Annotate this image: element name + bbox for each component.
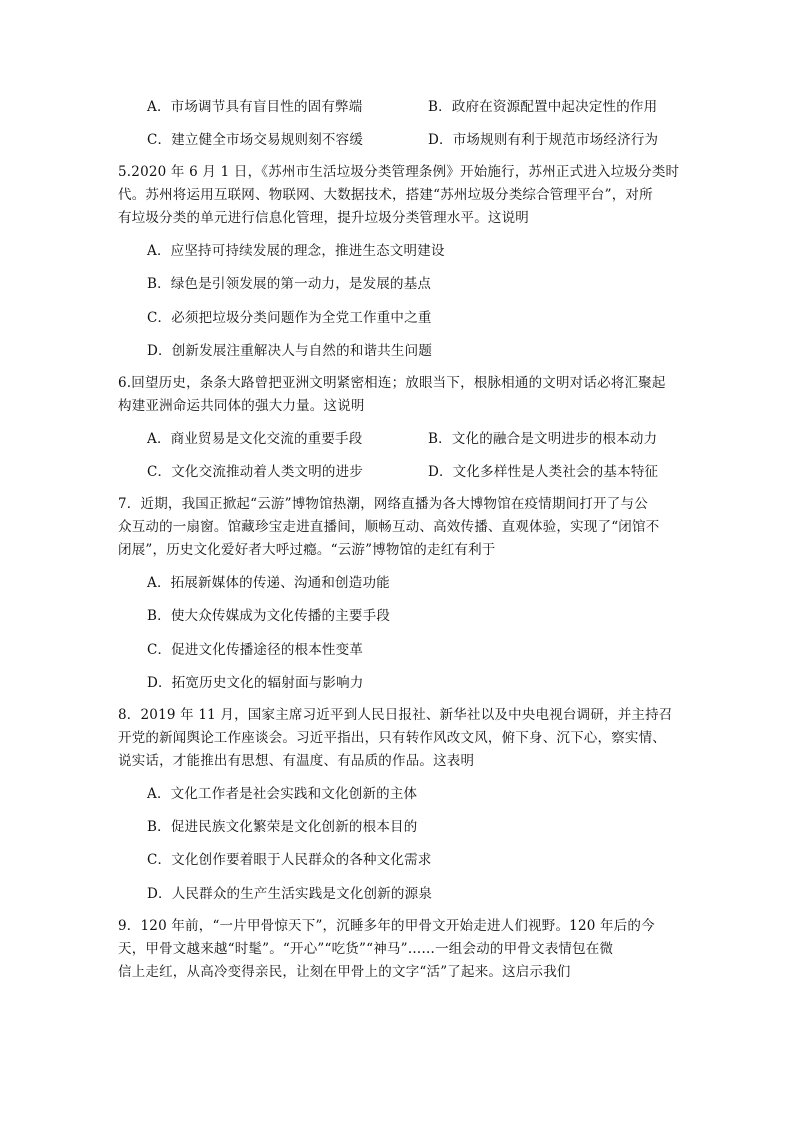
q8-option-a: A．文化工作者是社会实践和文化创新的主体 (147, 786, 418, 802)
q7-stem-line-1: 7．近期，我国正掀起“云游”博物馆热潮，网络直播为各大博物馆在疫情期间打开了与公 (118, 496, 648, 512)
q5-stem-line-1: 5.2020 年 6 月 1 日，《苏州市生活垃圾分类管理条例》开始施行，苏州正式进入垃圾分类时 (118, 164, 680, 180)
q7-stem-line-3: 闭展”，历史文化爱好者大呼过瘾。“云游”博物馆的走红有利于 (118, 542, 496, 558)
q5-option-d: D．创新发展注重解决人与自然的和谐共生问题 (147, 343, 433, 359)
q4-option-b: B．政府在资源配置中起决定性的作用 (428, 99, 658, 115)
q8-option-c: C．文化创作要着眼于人民群众的各种文化需求 (147, 852, 432, 868)
q4-option-c: C．建立健全市场交易规则刻不容缓 (147, 132, 364, 148)
q6-stem-line-2: 构建亚洲命运共同体的强大力量。这说明 (118, 398, 365, 414)
q7-option-c: C．促进文化传播途径的根本性变革 (147, 642, 364, 658)
q6-option-d: D．文化多样性是人类社会的基本特征 (428, 464, 659, 480)
q6-option-a: A．商业贸易是文化交流的重要手段 (147, 431, 363, 447)
q5-option-a: A．应坚持可持续发展的理念，推进生态文明建设 (147, 243, 445, 259)
q7-option-b: B．使大众传媒成为文化传播的主要手段 (147, 608, 391, 624)
q8-option-d: D．人民群众的生产生活实践是文化创新的源泉 (147, 886, 433, 902)
q8-stem-line-1: 8．2019 年 11 月，国家主席习近平到人民日报社、新华社以及中央电视台调研，并主持召 (118, 707, 673, 723)
q9-stem-line-1: 9．120 年前，“一片甲骨惊天下”，沉睡多年的甲骨文开始走进人们视野。120 年后的今 (118, 918, 655, 934)
q8-stem-line-2: 开党的新闻舆论工作座谈会。习近平指出，只有转作风改文风，俯下身、沉下心，察实情、 (118, 730, 666, 746)
q7-option-d: D．拓宽历史文化的辐射面与影响力 (147, 675, 364, 691)
q7-stem-line-2: 众互动的一扇窗。馆藏珍宝走进直播间，顺畅互动、高效传播、直观体验，实现了“闭馆不 (118, 519, 660, 535)
q5-option-b: B．绿色是引领发展的第一动力，是发展的基点 (147, 276, 432, 292)
q8-stem-line-3: 说实话，才能推出有思想、有温度、有品质的作品。这表明 (118, 753, 475, 769)
q7-option-a: A．拓展新媒体的传递、沟通和创造功能 (147, 575, 390, 591)
q6-option-b: B．文化的融合是文明进步的根本动力 (428, 431, 658, 447)
q6-stem-line-1: 6.回望历史，条条大路曾把亚洲文明紧密相连；放眼当下，根脉相通的文明对话必将汇聚起 (118, 375, 666, 391)
q4-option-a: A．市场调节具有盲目性的固有弊端 (147, 99, 363, 115)
q6-option-c: C．文化交流推动着人类文明的进步 (147, 464, 364, 480)
q8-option-b: B．促进民族文化繁荣是文化创新的根本目的 (147, 819, 418, 835)
q5-stem-line-3: 有垃圾分类的单元进行信息化管理，提升垃圾分类管理水平。这说明 (118, 210, 529, 226)
q4-option-d: D．市场规则有利于规范市场经济行为 (428, 132, 659, 148)
q5-stem-line-2: 代。苏州将运用互联网、物联网、大数据技术，搭建“苏州垃圾分类综合管理平台”，对所 (118, 187, 653, 203)
q5-option-c: C．必须把垃圾分类问题作为全党工作重中之重 (147, 310, 432, 326)
q9-stem-line-3: 信上走红，从高冷变得亲民，让刻在甲骨上的文字“活”了起来。这启示我们 (118, 964, 571, 980)
q9-stem-line-2: 天，甲骨文越来越“时髦”。“开心”“吃货”“神马”……一组会动的甲骨文表情包在微 (118, 941, 614, 957)
